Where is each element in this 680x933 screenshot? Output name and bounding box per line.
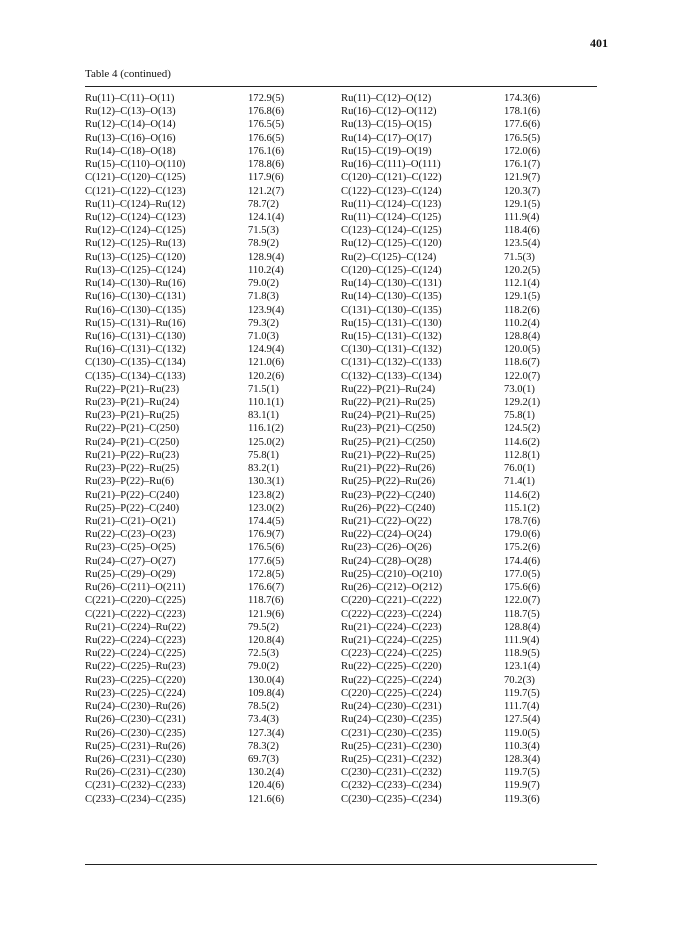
angle-value: 176.6(7)	[248, 582, 285, 594]
table-row	[85, 674, 597, 687]
table-row	[85, 740, 597, 753]
angle-value: 79.5(2)	[248, 621, 279, 633]
angle-label: Ru(15)–C(131)–C(130)	[341, 317, 442, 329]
angle-label: C(135)–C(134)–C(133)	[85, 370, 186, 382]
angle-label: Ru(15)–C(110)–O(110)	[85, 159, 186, 171]
angle-value: 121.6(6)	[248, 793, 285, 805]
table-row	[85, 753, 597, 766]
angle-value: 71.0(3)	[248, 330, 279, 342]
angle-value: 176.5(5)	[504, 132, 541, 144]
table-row	[85, 475, 597, 488]
table-row	[85, 118, 597, 131]
table-caption: Table 4 (continued)	[85, 68, 171, 80]
angle-value: 175.2(6)	[504, 542, 541, 554]
angle-label: Ru(14)–C(18)–O(18)	[85, 145, 176, 157]
table-bottom-rule	[85, 864, 597, 865]
angle-label: Ru(14)–C(130)–C(131)	[341, 278, 442, 290]
table-row	[85, 356, 597, 369]
table-row	[85, 594, 597, 607]
angle-value: 111.9(4)	[504, 211, 540, 223]
table-row	[85, 779, 597, 792]
angle-label: Ru(26)–C(230)–C(235)	[85, 727, 186, 739]
angle-value: 112.1(4)	[504, 278, 540, 290]
angle-label: C(222)–C(223)–C(224)	[341, 608, 442, 620]
angle-label: Ru(23)–C(225)–C(224)	[85, 687, 186, 699]
angle-label: Ru(16)–C(130)–C(135)	[85, 304, 186, 316]
angle-value: 109.8(4)	[248, 687, 285, 699]
table-row	[85, 687, 597, 700]
angle-value: 110.3(4)	[504, 740, 540, 752]
angle-value: 129.2(1)	[504, 397, 541, 409]
angle-label: C(123)–C(124)–C(125)	[341, 225, 442, 237]
table-row	[85, 383, 597, 396]
angle-value: 178.1(6)	[504, 106, 541, 118]
angle-value: 174.4(6)	[504, 555, 541, 567]
table-row	[85, 568, 597, 581]
angle-label: Ru(26)–C(212)–O(212)	[341, 582, 443, 594]
table-row	[85, 264, 597, 277]
angle-label: Ru(21)–P(22)–Ru(25)	[341, 449, 436, 461]
angle-value: 75.8(1)	[504, 410, 535, 422]
angle-label: Ru(22)–C(224)–C(225)	[85, 648, 186, 660]
angle-label: Ru(12)–C(13)–O(13)	[85, 106, 176, 118]
angle-value: 179.0(6)	[504, 529, 541, 541]
angle-label: Ru(16)–C(12)–O(112)	[341, 106, 437, 118]
bond-angle-table	[85, 92, 597, 806]
angle-label: Ru(21)–C(21)–O(21)	[85, 516, 176, 527]
table-row	[85, 608, 597, 621]
angle-label: Ru(16)–C(131)–C(132)	[85, 344, 186, 356]
angle-label: Ru(24)–C(230)–C(231)	[341, 701, 442, 713]
angle-label: Ru(12)–C(125)–Ru(13)	[85, 238, 186, 250]
angle-label: Ru(23)–C(225)–C(220)	[85, 674, 186, 686]
angle-label: Ru(26)–C(231)–C(230)	[85, 753, 186, 765]
angle-label: Ru(11)–C(124)–C(123)	[341, 198, 442, 210]
angle-value: 71.5(1)	[248, 383, 279, 395]
angle-value: 124.9(4)	[248, 344, 285, 356]
table-row	[85, 105, 597, 118]
angle-label: Ru(21)–C(224)–Ru(22)	[85, 621, 186, 633]
angle-value: 125.0(2)	[248, 436, 285, 448]
angle-value: 69.7(3)	[248, 753, 279, 765]
angle-value: 78.5(2)	[248, 701, 279, 713]
angle-label: Ru(22)–P(21)–C(250)	[85, 423, 180, 435]
table-row	[85, 330, 597, 343]
angle-label: C(131)–C(132)–C(133)	[341, 357, 442, 369]
angle-value: 123.1(4)	[504, 661, 541, 673]
angle-label: Ru(21)–P(22)–C(240)	[85, 489, 180, 501]
angle-label: Ru(12)–C(125)–C(120)	[341, 238, 442, 250]
angle-value: 174.4(5)	[248, 516, 285, 527]
angle-value: 79.0(2)	[248, 278, 279, 290]
angle-label: Ru(23)–P(21)–Ru(25)	[85, 410, 180, 422]
table-row	[85, 766, 597, 779]
angle-value: 129.1(5)	[504, 198, 541, 210]
angle-value: 111.7(4)	[504, 701, 540, 713]
angle-label: Ru(22)–P(21)–Ru(23)	[85, 383, 180, 395]
angle-label: Ru(13)–C(125)–C(124)	[85, 264, 186, 276]
angle-label: Ru(16)–C(111)–O(111)	[341, 159, 441, 171]
angle-label: Ru(21)–C(22)–O(22)	[341, 516, 432, 527]
angle-value: 78.7(2)	[248, 198, 279, 210]
angle-value: 172.0(6)	[504, 145, 541, 157]
angle-value: 119.3(6)	[504, 793, 540, 805]
table-row	[85, 489, 597, 502]
angle-value: 123.5(4)	[504, 238, 541, 250]
angle-value: 114.6(2)	[504, 489, 540, 501]
angle-value: 128.8(4)	[504, 621, 541, 633]
angle-value: 177.6(5)	[248, 555, 285, 567]
angle-label: Ru(11)–C(124)–C(125)	[341, 211, 442, 223]
angle-label: Ru(23)–C(26)–O(26)	[341, 542, 432, 554]
angle-value: 176.1(7)	[504, 159, 541, 171]
angle-label: Ru(22)–C(23)–O(23)	[85, 529, 176, 541]
table-row	[85, 343, 597, 356]
angle-label: Ru(23)–P(22)–Ru(6)	[85, 476, 174, 488]
angle-value: 177.0(5)	[504, 568, 541, 580]
angle-value: 123.0(2)	[248, 502, 285, 514]
angle-label: Ru(25)–C(210)–O(210)	[341, 568, 443, 580]
table-row	[85, 237, 597, 250]
angle-value: 118.2(6)	[504, 304, 540, 316]
angle-label: Ru(15)–C(19)–O(19)	[341, 145, 432, 157]
table-row	[85, 634, 597, 647]
angle-label: C(230)–C(231)–C(232)	[341, 767, 442, 779]
angle-value: 71.8(3)	[248, 291, 279, 303]
angle-label: C(221)–C(220)–C(225)	[85, 595, 186, 607]
angle-label: Ru(11)–C(124)–Ru(12)	[85, 198, 186, 210]
angle-value: 71.5(3)	[504, 251, 535, 263]
angle-value: 78.3(2)	[248, 740, 279, 752]
angle-value: 118.6(7)	[504, 357, 540, 369]
table-row	[85, 211, 597, 224]
angle-value: 178.8(6)	[248, 159, 285, 171]
angle-label: Ru(14)–C(130)–Ru(16)	[85, 278, 186, 290]
angle-value: 122.0(7)	[504, 595, 541, 607]
table-row	[85, 158, 597, 171]
angle-label: Ru(23)–P(21)–C(250)	[341, 423, 436, 435]
table-row	[85, 370, 597, 383]
table-row	[85, 92, 597, 105]
angle-label: Ru(23)–P(21)–Ru(24)	[85, 397, 180, 409]
table-row	[85, 581, 597, 594]
angle-label: Ru(16)–C(130)–C(131)	[85, 291, 186, 303]
angle-label: Ru(26)–C(211)–O(211)	[85, 582, 186, 594]
table-row	[85, 409, 597, 422]
angle-value: 120.4(6)	[248, 780, 285, 792]
angle-label: C(220)–C(225)–C(224)	[341, 687, 442, 699]
angle-label: C(220)–C(221)–C(222)	[341, 595, 442, 607]
angle-label: Ru(24)–C(230)–C(235)	[341, 714, 442, 726]
angle-label: Ru(24)–C(27)–O(27)	[85, 555, 176, 567]
angle-label: C(121)–C(120)–C(125)	[85, 172, 186, 184]
angle-value: 119.7(5)	[504, 687, 540, 699]
angle-value: 124.1(4)	[248, 211, 285, 223]
angle-value: 75.8(1)	[248, 449, 279, 461]
angle-label: Ru(22)–C(225)–Ru(23)	[85, 661, 186, 673]
angle-value: 123.8(2)	[248, 489, 285, 501]
angle-value: 123.9(4)	[248, 304, 285, 316]
table-row	[85, 224, 597, 237]
angle-value: 176.5(6)	[248, 542, 285, 554]
angle-label: C(231)–C(230)–C(235)	[341, 727, 442, 739]
angle-label: Ru(22)–C(225)–C(224)	[341, 674, 442, 686]
angle-value: 174.3(6)	[504, 93, 541, 104]
table-row	[85, 396, 597, 409]
angle-label: Ru(24)–P(21)–C(250)	[85, 436, 180, 448]
angle-label: C(232)–C(233)–C(234)	[341, 780, 442, 792]
table-row	[85, 304, 597, 317]
angle-value: 127.3(4)	[248, 727, 285, 739]
angle-value: 73.4(3)	[248, 714, 279, 726]
angle-value: 71.4(1)	[504, 476, 535, 488]
angle-label: Ru(11)–C(11)–O(11)	[85, 93, 175, 104]
angle-value: 110.2(4)	[504, 317, 540, 329]
angle-label: Ru(22)–C(225)–C(220)	[341, 661, 442, 673]
angle-value: 176.1(6)	[248, 145, 285, 157]
angle-label: Ru(13)–C(16)–O(16)	[85, 132, 176, 144]
angle-label: C(121)–C(122)–C(123)	[85, 185, 186, 197]
angle-label: Ru(23)–P(22)–C(240)	[341, 489, 436, 501]
angle-label: Ru(25)–C(231)–C(230)	[341, 740, 442, 752]
page-number: 401	[590, 36, 608, 50]
angle-value: 178.7(6)	[504, 516, 541, 527]
angle-value: 111.9(4)	[504, 634, 540, 646]
angle-value: 128.9(4)	[248, 251, 285, 263]
table-row	[85, 713, 597, 726]
angle-value: 172.8(5)	[248, 568, 285, 580]
angle-label: Ru(22)–C(224)–C(223)	[85, 634, 186, 646]
angle-value: 129.1(5)	[504, 291, 541, 303]
angle-label: Ru(14)–C(17)–O(17)	[341, 132, 432, 144]
angle-value: 127.5(4)	[504, 714, 541, 726]
table-row	[85, 541, 597, 554]
table-row	[85, 647, 597, 660]
angle-value: 120.2(5)	[504, 264, 541, 276]
angle-value: 110.1(1)	[248, 397, 284, 409]
angle-label: Ru(25)–P(21)–C(250)	[341, 436, 436, 448]
angle-value: 72.5(3)	[248, 648, 279, 660]
angle-label: Ru(23)–C(25)–O(25)	[85, 542, 176, 554]
table-row	[85, 621, 597, 634]
table-row	[85, 449, 597, 462]
angle-label: C(221)–C(222)–C(223)	[85, 608, 186, 620]
angle-value: 70.2(3)	[504, 674, 535, 686]
table-row	[85, 462, 597, 475]
angle-label: Ru(22)–P(21)–Ru(25)	[341, 397, 436, 409]
angle-value: 79.0(2)	[248, 661, 279, 673]
angle-value: 128.8(4)	[504, 330, 541, 342]
angle-label: C(230)–C(235)–C(234)	[341, 793, 442, 805]
angle-label: Ru(24)–C(230)–Ru(26)	[85, 701, 186, 713]
angle-label: Ru(14)–C(130)–C(135)	[341, 291, 442, 303]
angle-label: C(233)–C(234)–C(235)	[85, 793, 186, 805]
angle-label: Ru(2)–C(125)–C(124)	[341, 251, 437, 263]
angle-value: 176.9(7)	[248, 529, 285, 541]
angle-value: 176.8(6)	[248, 106, 285, 118]
angle-label: Ru(26)–C(230)–C(231)	[85, 714, 186, 726]
angle-label: Ru(12)–C(124)–C(125)	[85, 225, 186, 237]
angle-value: 118.7(5)	[504, 608, 540, 620]
table-row	[85, 251, 597, 264]
angle-value: 128.3(4)	[504, 753, 541, 765]
angle-value: 73.0(1)	[504, 383, 535, 395]
table-row	[85, 290, 597, 303]
table-row	[85, 727, 597, 740]
angle-value: 176.6(5)	[248, 132, 285, 144]
table-row	[85, 145, 597, 158]
angle-label: Ru(25)–C(231)–C(232)	[341, 753, 442, 765]
table-row	[85, 198, 597, 211]
angle-value: 121.9(7)	[504, 172, 541, 184]
angle-value: 130.2(4)	[248, 767, 285, 779]
angle-label: Ru(13)–C(125)–C(120)	[85, 251, 186, 263]
angle-value: 115.1(2)	[504, 502, 540, 514]
angle-label: Ru(23)–P(22)–Ru(25)	[85, 463, 180, 475]
table-top-rule	[85, 86, 597, 87]
angle-label: Ru(26)–P(22)–C(240)	[341, 502, 436, 514]
angle-label: C(231)–C(232)–C(233)	[85, 780, 186, 792]
angle-label: Ru(25)–C(29)–O(29)	[85, 568, 176, 580]
angle-value: 118.7(6)	[248, 595, 284, 607]
angle-value: 176.5(5)	[248, 119, 285, 131]
angle-value: 76.0(1)	[504, 463, 535, 475]
table-row	[85, 660, 597, 673]
angle-value: 121.9(6)	[248, 608, 285, 620]
angle-value: 114.6(2)	[504, 436, 540, 448]
angle-label: Ru(21)–P(22)–Ru(26)	[341, 463, 436, 475]
table-row	[85, 277, 597, 290]
table-row	[85, 502, 597, 515]
angle-value: 118.4(6)	[504, 225, 540, 237]
angle-value: 119.9(7)	[504, 780, 540, 792]
angle-label: Ru(25)–P(22)–C(240)	[85, 502, 180, 514]
angle-label: Ru(26)–C(231)–C(230)	[85, 767, 186, 779]
angle-label: Ru(25)–C(231)–Ru(26)	[85, 740, 186, 752]
angle-value: 83.2(1)	[248, 463, 279, 475]
angle-value: 112.8(1)	[504, 449, 540, 461]
angle-value: 120.0(5)	[504, 344, 541, 356]
angle-value: 117.9(6)	[248, 172, 284, 184]
angle-label: Ru(21)–P(22)–Ru(23)	[85, 449, 180, 461]
table-row	[85, 515, 597, 528]
angle-value: 175.6(6)	[504, 582, 541, 594]
table-row	[85, 171, 597, 184]
angle-label: C(120)–C(121)–C(122)	[341, 172, 442, 184]
angle-label: Ru(12)–C(124)–C(123)	[85, 211, 186, 223]
angle-label: Ru(24)–C(28)–O(28)	[341, 555, 432, 567]
angle-value: 83.1(1)	[248, 410, 279, 422]
angle-label: Ru(13)–C(15)–O(15)	[341, 119, 432, 131]
angle-label: Ru(12)–C(14)–O(14)	[85, 119, 176, 131]
table-row	[85, 132, 597, 145]
angle-value: 177.6(6)	[504, 119, 541, 131]
angle-label: Ru(24)–P(21)–Ru(25)	[341, 410, 436, 422]
angle-label: C(132)–C(133)–C(134)	[341, 370, 442, 382]
angle-label: C(223)–C(224)–C(225)	[341, 648, 442, 660]
angle-label: C(130)–C(131)–C(132)	[341, 344, 442, 356]
table-row	[85, 528, 597, 541]
angle-value: 71.5(3)	[248, 225, 279, 237]
angle-label: Ru(21)–C(224)–C(223)	[341, 621, 442, 633]
angle-label: Ru(15)–C(131)–C(132)	[341, 330, 442, 342]
angle-value: 119.0(5)	[504, 727, 540, 739]
angle-label: Ru(22)–C(24)–O(24)	[341, 529, 432, 541]
angle-label: C(130)–C(135)–C(134)	[85, 357, 186, 369]
angle-value: 119.7(5)	[504, 767, 540, 779]
angle-label: Ru(22)–P(21)–Ru(24)	[341, 383, 436, 395]
table-row	[85, 185, 597, 198]
angle-value: 172.9(5)	[248, 93, 285, 104]
angle-label: C(131)–C(130)–C(135)	[341, 304, 442, 316]
table-row	[85, 422, 597, 435]
table-row	[85, 436, 597, 449]
angle-value: 116.1(2)	[248, 423, 284, 435]
table-row	[85, 555, 597, 568]
angle-label: Ru(15)–C(131)–Ru(16)	[85, 317, 186, 329]
table-row	[85, 317, 597, 330]
angle-value: 130.3(1)	[248, 476, 285, 488]
angle-value: 121.0(6)	[248, 357, 285, 369]
angle-label: Ru(11)–C(12)–O(12)	[341, 93, 432, 104]
angle-value: 121.2(7)	[248, 185, 285, 197]
angle-value: 130.0(4)	[248, 674, 285, 686]
angle-label: Ru(16)–C(131)–C(130)	[85, 330, 186, 342]
angle-value: 122.0(7)	[504, 370, 541, 382]
angle-label: Ru(25)–P(22)–Ru(26)	[341, 476, 436, 488]
angle-value: 120.8(4)	[248, 634, 285, 646]
angle-value: 78.9(2)	[248, 238, 279, 250]
angle-value: 118.9(5)	[504, 648, 540, 660]
angle-value: 79.3(2)	[248, 317, 279, 329]
angle-value: 124.5(2)	[504, 423, 541, 435]
angle-value: 110.2(4)	[248, 264, 284, 276]
angle-label: Ru(21)–C(224)–C(225)	[341, 634, 442, 646]
table-row	[85, 793, 597, 806]
table-row	[85, 700, 597, 713]
angle-value: 120.2(6)	[248, 370, 285, 382]
angle-label: C(122)–C(123)–C(124)	[341, 185, 442, 197]
angle-label: C(120)–C(125)–C(124)	[341, 264, 442, 276]
angle-value: 120.3(7)	[504, 185, 541, 197]
